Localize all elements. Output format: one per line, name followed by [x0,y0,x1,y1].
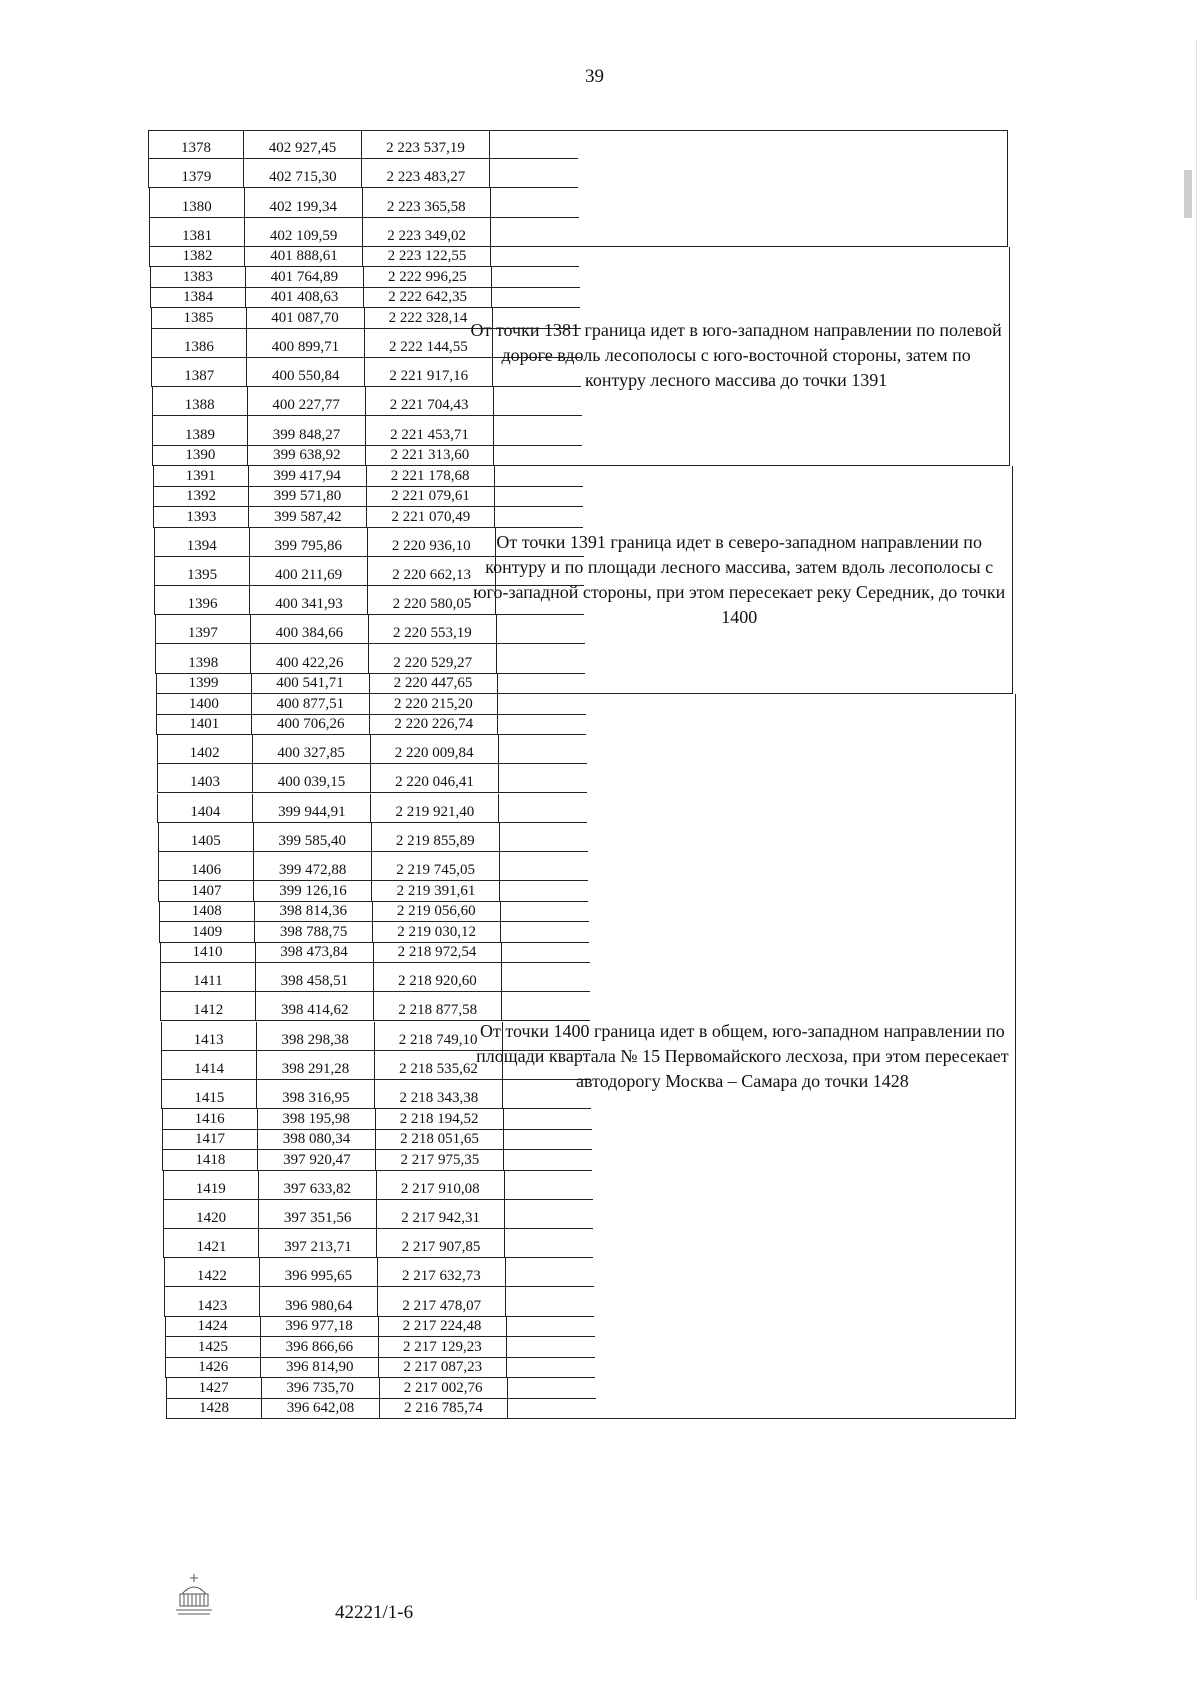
x-coordinate-cell: 398 316,95 [257,1080,375,1108]
x-coordinate-cell: 400 550,84 [247,358,365,386]
x-coordinate-cell: 398 788,75 [255,922,373,942]
x-coordinate-cell: 396 642,08 [262,1399,380,1419]
document-code: 42221/1-6 [335,1602,414,1623]
x-coordinate-cell: 398 414,62 [256,992,374,1020]
x-coordinate-cell: 400 877,51 [252,694,370,714]
point-number-cell: 1418 [162,1150,258,1170]
point-number-cell: 1412 [160,992,256,1020]
y-coordinate-cell: 2 218 051,65 [376,1130,504,1150]
point-number-cell: 1384 [150,288,246,308]
y-coordinate-cell: 2 218 535,62 [375,1051,503,1079]
y-coordinate-cell: 2 217 129,23 [379,1337,507,1357]
x-coordinate-cell: 400 211,69 [250,557,368,585]
x-coordinate-cell: 400 327,85 [253,735,371,763]
point-number-cell: 1410 [160,943,256,963]
y-coordinate-cell: 2 223 349,02 [363,218,491,246]
y-coordinate-cell: 2 219 745,05 [372,852,500,880]
y-coordinate-cell: 2 217 002,76 [380,1378,508,1398]
point-number-cell: 1399 [156,674,252,694]
y-coordinate-cell: 2 221 453,71 [366,416,494,444]
y-coordinate-cell: 2 217 910,08 [377,1171,505,1199]
point-number-cell: 1378 [148,130,244,158]
point-number-cell: 1425 [165,1337,261,1357]
x-coordinate-cell: 401 764,89 [246,267,364,287]
point-number-cell: 1392 [153,487,249,507]
point-number-cell: 1380 [149,188,245,216]
point-number-cell: 1391 [153,466,249,486]
point-number-cell: 1398 [155,644,251,672]
point-number-cell: 1426 [165,1358,261,1378]
x-coordinate-cell: 401 888,61 [245,247,363,267]
y-coordinate-cell: 2 219 030,12 [373,922,501,942]
point-number-cell: 1404 [157,794,253,822]
y-coordinate-cell: 2 218 877,58 [374,992,502,1020]
point-number-cell: 1390 [152,446,248,466]
x-coordinate-cell: 399 944,91 [253,794,371,822]
x-coordinate-cell: 400 422,26 [251,644,369,672]
x-coordinate-cell: 400 899,71 [247,329,365,357]
y-coordinate-cell: 2 218 972,54 [374,943,502,963]
point-number-cell: 1408 [159,902,255,922]
x-coordinate-cell: 399 126,16 [254,881,372,901]
y-coordinate-cell: 2 216 785,74 [380,1399,508,1419]
point-number-cell: 1395 [154,557,250,585]
x-coordinate-cell: 396 866,66 [261,1337,379,1357]
x-coordinate-cell: 398 458,51 [256,963,374,991]
page-number: 39 [585,66,604,87]
y-coordinate-cell: 2 218 194,52 [376,1109,504,1129]
x-coordinate-cell: 396 995,65 [260,1258,378,1286]
x-coordinate-cell: 399 472,88 [254,852,372,880]
boundary-description-1 [462,130,1008,247]
x-coordinate-cell: 397 351,56 [259,1200,377,1228]
y-coordinate-cell: 2 219 056,60 [373,902,501,922]
point-number-cell: 1400 [156,694,252,714]
point-number-cell: 1413 [161,1022,257,1050]
x-coordinate-cell: 399 795,86 [250,528,368,556]
x-coordinate-cell: 398 291,28 [257,1051,375,1079]
point-number-cell: 1387 [151,358,247,386]
x-coordinate-cell: 401 087,70 [247,308,365,328]
y-coordinate-cell: 2 222 996,25 [364,267,492,287]
point-number-cell: 1396 [154,586,250,614]
point-number-cell: 1394 [154,528,250,556]
y-coordinate-cell: 2 220 553,19 [369,615,497,643]
y-coordinate-cell: 2 219 855,89 [372,823,500,851]
point-number-cell: 1381 [149,218,245,246]
y-coordinate-cell: 2 223 537,19 [362,130,490,158]
y-coordinate-cell: 2 217 942,31 [377,1200,505,1228]
point-number-cell: 1397 [155,615,251,643]
point-number-cell: 1420 [163,1200,259,1228]
x-coordinate-cell: 402 715,30 [244,159,362,187]
point-number-cell: 1385 [151,308,247,328]
point-number-cell: 1419 [163,1171,259,1199]
margin-scan-mark [1184,170,1192,218]
y-coordinate-cell: 2 221 178,68 [367,466,495,486]
point-number-cell: 1383 [150,267,246,287]
y-coordinate-cell: 2 217 632,73 [378,1258,506,1286]
point-number-cell: 1403 [157,764,253,792]
y-coordinate-cell: 2 221 079,61 [367,487,495,507]
x-coordinate-cell: 400 541,71 [252,674,370,694]
boundary-description-4: От точки 1400 граница идет в общем, юго-западном направлении по площади квартала № 15 Первомайского лесхоза, при этом пересекает автодорогу Москва – Самара до точки 1428 [470,694,1016,1419]
x-coordinate-cell: 398 195,98 [258,1109,376,1129]
x-coordinate-cell: 398 473,84 [256,943,374,963]
x-coordinate-cell: 399 848,27 [248,416,366,444]
point-number-cell: 1402 [157,735,253,763]
point-number-cell: 1406 [158,852,254,880]
y-coordinate-cell: 2 220 009,84 [371,735,499,763]
x-coordinate-cell: 396 977,18 [261,1317,379,1337]
x-coordinate-cell: 402 109,59 [245,218,363,246]
point-number-cell: 1424 [165,1317,261,1337]
x-coordinate-cell: 399 587,42 [249,507,367,527]
point-number-cell: 1401 [156,715,252,735]
x-coordinate-cell: 398 814,36 [255,902,373,922]
point-number-cell: 1393 [153,507,249,527]
y-coordinate-cell: 2 221 917,16 [365,358,493,386]
y-coordinate-cell: 2 221 313,60 [366,446,494,466]
x-coordinate-cell: 402 199,34 [245,188,363,216]
y-coordinate-cell: 2 218 920,60 [374,963,502,991]
point-number-cell: 1389 [152,416,248,444]
y-coordinate-cell: 2 220 447,65 [370,674,498,694]
margin-scan-line [1196,40,1197,1600]
y-coordinate-cell: 2 223 365,58 [363,188,491,216]
point-number-cell: 1405 [158,823,254,851]
point-number-cell: 1427 [166,1378,262,1398]
point-number-cell: 1421 [163,1229,259,1257]
x-coordinate-cell: 397 213,71 [259,1229,377,1257]
point-number-cell: 1382 [149,247,245,267]
table-top-border [148,130,488,131]
y-coordinate-cell: 2 222 328,14 [365,308,493,328]
x-coordinate-cell: 396 980,64 [260,1287,378,1315]
x-coordinate-cell: 400 384,66 [251,615,369,643]
boundary-description-2: От точки 1381 граница идет в юго-западном направлении по полевой дороге вдоль лесополосы с юго-восточной стороны, затем по контуру лесного массива до точки 1391 [464,247,1010,466]
y-coordinate-cell: 2 222 642,35 [364,288,492,308]
y-coordinate-cell: 2 220 215,20 [370,694,498,714]
y-coordinate-cell: 2 217 087,23 [379,1358,507,1378]
y-coordinate-cell: 2 222 144,55 [365,329,493,357]
x-coordinate-cell: 398 298,38 [257,1022,375,1050]
point-number-cell: 1422 [164,1258,260,1286]
y-coordinate-cell: 2 220 662,13 [368,557,496,585]
y-coordinate-cell: 2 218 749,10 [375,1022,503,1050]
y-coordinate-cell: 2 221 070,49 [367,507,495,527]
y-coordinate-cell: 2 217 224,48 [379,1317,507,1337]
x-coordinate-cell: 396 735,70 [262,1378,380,1398]
point-number-cell: 1386 [151,329,247,357]
point-number-cell: 1407 [158,881,254,901]
point-number-cell: 1428 [166,1399,262,1419]
y-coordinate-cell: 2 223 483,27 [362,159,490,187]
y-coordinate-cell: 2 217 907,85 [377,1229,505,1257]
point-number-cell: 1415 [161,1080,257,1108]
x-coordinate-cell: 397 920,47 [258,1150,376,1170]
point-number-cell: 1379 [148,159,244,187]
y-coordinate-cell: 2 217 975,35 [376,1150,504,1170]
x-coordinate-cell: 398 080,34 [258,1130,376,1150]
x-coordinate-cell: 399 638,92 [248,446,366,466]
x-coordinate-cell: 396 814,90 [261,1358,379,1378]
y-coordinate-cell: 2 220 046,41 [371,764,499,792]
coordinates-table [150,130,1100,1538]
x-coordinate-cell: 397 633,82 [259,1171,377,1199]
point-number-cell: 1416 [162,1109,258,1129]
emblem-stamp-icon [172,1570,216,1618]
x-coordinate-cell: 399 417,94 [249,466,367,486]
y-coordinate-cell: 2 223 122,55 [363,247,491,267]
y-coordinate-cell: 2 219 921,40 [371,794,499,822]
x-coordinate-cell: 400 039,15 [253,764,371,792]
x-coordinate-cell: 400 341,93 [250,586,368,614]
y-coordinate-cell: 2 219 391,61 [372,881,500,901]
y-coordinate-cell: 2 220 226,74 [370,715,498,735]
y-coordinate-cell: 2 220 936,10 [368,528,496,556]
point-number-cell: 1414 [161,1051,257,1079]
point-number-cell: 1423 [164,1287,260,1315]
y-coordinate-cell: 2 220 580,05 [368,586,496,614]
point-number-cell: 1417 [162,1130,258,1150]
x-coordinate-cell: 399 571,80 [249,487,367,507]
y-coordinate-cell: 2 220 529,27 [369,644,497,672]
y-coordinate-cell: 2 218 343,38 [375,1080,503,1108]
x-coordinate-cell: 400 706,26 [252,715,370,735]
x-coordinate-cell: 402 927,45 [244,130,362,158]
point-number-cell: 1388 [152,387,248,415]
y-coordinate-cell: 2 217 478,07 [378,1287,506,1315]
point-number-cell: 1411 [160,963,256,991]
x-coordinate-cell: 400 227,77 [248,387,366,415]
x-coordinate-cell: 399 585,40 [254,823,372,851]
point-number-cell: 1409 [159,922,255,942]
x-coordinate-cell: 401 408,63 [246,288,364,308]
y-coordinate-cell: 2 221 704,43 [366,387,494,415]
boundary-description-3: От точки 1391 граница идет в северо-западном направлении по контуру и по площади лесного массива, затем вдоль лесополосы с юго-западной стороны, при этом пересекает реку Середник, до точки 1400 [467,466,1013,694]
